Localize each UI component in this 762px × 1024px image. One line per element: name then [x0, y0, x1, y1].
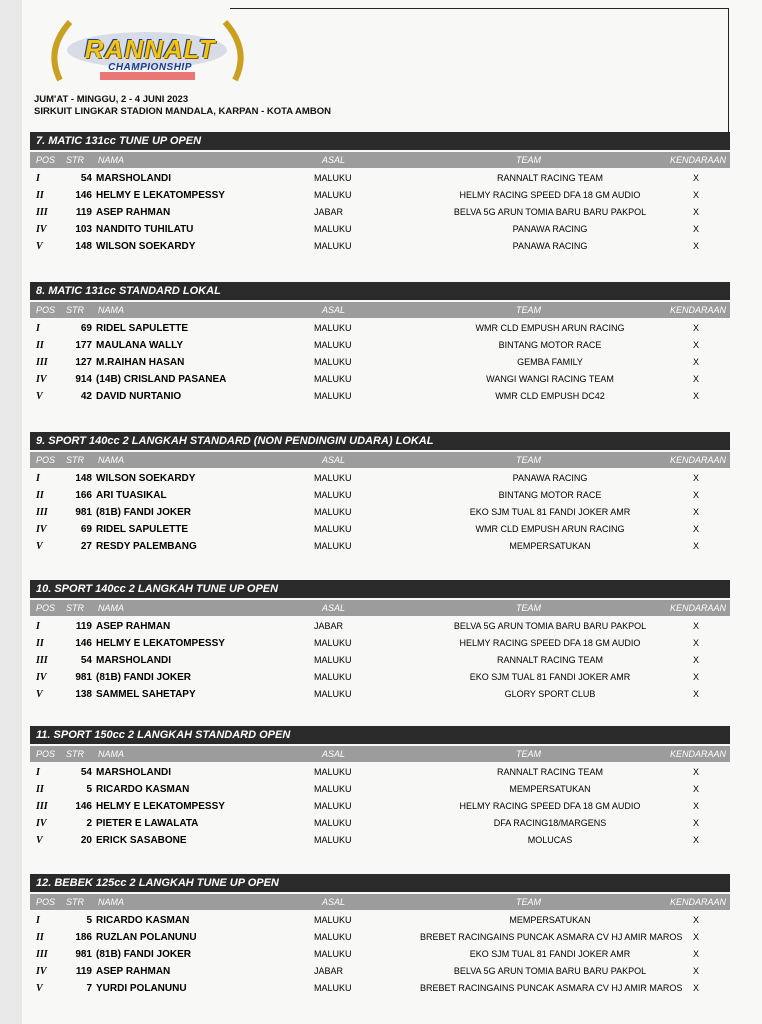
cell-team: MEMPERSATUKAN [509, 915, 591, 925]
table-row [30, 912, 730, 929]
cell-pos: V [36, 241, 43, 252]
cell-str: 186 [75, 932, 92, 943]
cell-nama: PIETER E LAWALATA [96, 818, 199, 829]
table-row [30, 980, 730, 997]
column-header-row [30, 302, 730, 318]
cell-str: 5 [86, 915, 92, 926]
cell-team: GLORY SPORT CLUB [504, 689, 596, 699]
cell-team: PANAWA RACING [512, 224, 588, 234]
cell-nama: RESDY PALEMBANG [96, 541, 197, 552]
cell-str: 54 [80, 767, 92, 778]
cell-team: RANNALT RACING TEAM [496, 655, 604, 665]
table-row [30, 221, 730, 238]
column-header-kendaraan: KENDARAAN [670, 603, 727, 613]
table-row [30, 320, 730, 337]
cell-kend: X [693, 507, 700, 517]
section-title: 8. MATIC 131cc STANDARD LOKAL [30, 282, 730, 300]
cell-asal: MALUKU [314, 473, 352, 483]
column-header-kendaraan: KENDARAAN [670, 155, 727, 165]
cell-team: BREBET RACINGAINS PUNCAK ASMARA CV HJ AMIR MAROS [420, 983, 683, 993]
cell-kend: X [693, 932, 700, 942]
cell-str: 177 [75, 340, 92, 351]
cell-kend: X [693, 524, 700, 534]
cell-kend: X [693, 915, 700, 925]
cell-asal: MALUKU [314, 224, 352, 234]
column-header-str: STR [66, 749, 84, 759]
cell-team: WANGI WANGI RACING TEAM [486, 374, 614, 384]
table-row [30, 669, 730, 686]
cell-str: 146 [75, 190, 92, 201]
cell-asal: MALUKU [314, 490, 352, 500]
cell-team: WMR CLD EMPUSH DC42 [495, 391, 605, 401]
cell-asal: MALUKU [314, 507, 352, 517]
cell-team: BELVA 5G ARUN TOMIA BARU BARU PAKPOL [453, 207, 647, 217]
table-row [30, 371, 730, 388]
column-header-pos: POS [36, 455, 56, 465]
cell-pos: IV [36, 818, 47, 829]
column-header-str: STR [66, 455, 84, 465]
cell-team: RANNALT RACING TEAM [496, 173, 604, 183]
table-row [30, 470, 730, 487]
cell-asal: MALUKU [314, 655, 352, 665]
cell-pos: V [36, 835, 43, 846]
cell-asal: MALUKU [314, 949, 352, 959]
table-row [30, 538, 730, 555]
cell-nama: HELMY E LEKATOMPESSY [96, 801, 225, 812]
cell-asal: MALUKU [314, 915, 352, 925]
cell-asal: MALUKU [314, 638, 352, 648]
table-row [30, 487, 730, 504]
cell-team: EKO SJM TUAL 81 FANDI JOKER AMR [469, 672, 631, 682]
cell-nama: MARSHOLANDI [96, 655, 171, 666]
cell-team: MEMPERSATUKAN [509, 541, 591, 551]
column-header-str: STR [66, 897, 84, 907]
table-row [30, 764, 730, 781]
cell-pos: IV [36, 374, 47, 385]
cell-str: 69 [80, 323, 92, 334]
cell-asal: MALUKU [314, 672, 352, 682]
cell-team: EKO SJM TUAL 81 FANDI JOKER AMR [469, 949, 631, 959]
cell-str: 127 [75, 357, 92, 368]
cell-pos: III [36, 949, 48, 960]
column-header-pos: POS [36, 749, 56, 759]
cell-asal: MALUKU [314, 524, 352, 534]
cell-pos: V [36, 983, 43, 994]
cell-pos: I [36, 621, 40, 632]
cell-kend: X [693, 672, 700, 682]
cell-str: 7 [86, 983, 92, 994]
section-title: 11. SPORT 150cc 2 LANGKAH STANDARD OPEN [30, 726, 730, 744]
cell-pos: III [36, 655, 48, 666]
table-row [30, 946, 730, 963]
cell-nama: DAVID NURTANIO [96, 391, 182, 402]
cell-team: PANAWA RACING [512, 473, 588, 483]
event-logo [40, 10, 255, 90]
column-header-team: TEAM [516, 155, 542, 165]
cell-kend: X [693, 357, 700, 367]
column-header-str: STR [66, 603, 84, 613]
section-title: 10. SPORT 140cc 2 LANGKAH TUNE UP OPEN [30, 580, 730, 598]
cell-nama: MAULANA WALLY [96, 340, 184, 351]
cell-kend: X [693, 541, 700, 551]
cell-nama: WILSON SOEKARDY [96, 241, 196, 252]
column-header-asal: ASAL [322, 603, 346, 613]
cell-asal: MALUKU [314, 357, 352, 367]
cell-kend: X [693, 689, 700, 699]
table-row [30, 204, 730, 221]
cell-nama: ASEP RAHMAN [96, 207, 171, 218]
table-row [30, 963, 730, 980]
table-row [30, 815, 730, 832]
cell-str: 138 [75, 689, 92, 700]
cell-pos: III [36, 207, 48, 218]
cell-asal: MALUKU [314, 323, 352, 333]
cell-str: 914 [75, 374, 92, 385]
cell-team: WMR CLD EMPUSH ARUN RACING [475, 524, 625, 534]
section-title: 12. BEBEK 125cc 2 LANGKAH TUNE UP OPEN [30, 874, 730, 892]
cell-team: BINTANG MOTOR RACE [498, 490, 602, 500]
cell-asal: JABAR [314, 966, 344, 976]
cell-pos: II [36, 784, 44, 795]
cell-nama: YURDI POLANUNU [96, 983, 187, 994]
cell-pos: IV [36, 672, 47, 683]
cell-kend: X [693, 473, 700, 483]
cell-kend: X [693, 490, 700, 500]
cell-str: 54 [80, 173, 92, 184]
cell-asal: MALUKU [314, 689, 352, 699]
cell-pos: I [36, 767, 40, 778]
cell-str: 148 [75, 473, 92, 484]
column-header-team: TEAM [516, 749, 542, 759]
column-header-row [30, 600, 730, 616]
table-row [30, 354, 730, 371]
cell-pos: V [36, 689, 43, 700]
cell-kend: X [693, 241, 700, 251]
column-header-nama: NAMA [98, 603, 125, 613]
cell-str: 981 [75, 507, 92, 518]
cell-nama: (81B) FANDI JOKER [96, 507, 192, 518]
cell-kend: X [693, 207, 700, 217]
cell-team: MEMPERSATUKAN [509, 784, 591, 794]
cell-kend: X [693, 983, 700, 993]
table-row [30, 504, 730, 521]
cell-team: BINTANG MOTOR RACE [498, 340, 602, 350]
cell-kend: X [693, 340, 700, 350]
table-row [30, 832, 730, 849]
column-header-nama: NAMA [98, 749, 125, 759]
cell-str: 54 [80, 655, 92, 666]
cell-pos: II [36, 638, 44, 649]
logo-subtitle: CHAMPIONSHIP [108, 62, 192, 73]
table-row [30, 388, 730, 405]
cell-team: HELMY RACING SPEED DFA 18 GM AUDIO [459, 190, 641, 200]
cell-str: 146 [75, 801, 92, 812]
cell-asal: MALUKU [314, 801, 352, 811]
column-header-row [30, 152, 730, 168]
event-venue: SIRKUIT LINGKAR STADION MANDALA, KARPAN - KOTA AMBON [34, 106, 331, 117]
cell-team: BELVA 5G ARUN TOMIA BARU BARU PAKPOL [453, 966, 647, 976]
cell-str: 103 [75, 224, 92, 235]
cell-kend: X [693, 784, 700, 794]
table-row [30, 781, 730, 798]
section-title: 9. SPORT 140cc 2 LANGKAH STANDARD (NON PENDINGIN UDARA) LOKAL [30, 432, 730, 450]
cell-team: GEMBA FAMILY [517, 357, 583, 367]
cell-nama: RICARDO KASMAN [96, 915, 190, 926]
cell-nama: MARSHOLANDI [96, 173, 171, 184]
cell-team: HELMY RACING SPEED DFA 18 GM AUDIO [459, 638, 641, 648]
cell-nama: SAMMEL SAHETAPY [96, 689, 196, 700]
cell-kend: X [693, 801, 700, 811]
cell-nama: RICARDO KASMAN [96, 784, 190, 795]
column-header-team: TEAM [516, 897, 542, 907]
document-header [30, 2, 728, 132]
column-header-pos: POS [36, 897, 56, 907]
column-header-row [30, 746, 730, 762]
column-header-team: TEAM [516, 455, 542, 465]
column-header-row [30, 894, 730, 910]
table-row [30, 187, 730, 204]
cell-kend: X [693, 655, 700, 665]
cell-nama: RIDEL SAPULETTE [96, 323, 189, 334]
cell-asal: MALUKU [314, 767, 352, 777]
cell-str: 119 [75, 207, 92, 218]
column-header-kendaraan: KENDARAAN [670, 305, 727, 315]
cell-team: BELVA 5G ARUN TOMIA BARU BARU PAKPOL [453, 621, 647, 631]
table-row [30, 337, 730, 354]
cell-pos: III [36, 801, 48, 812]
column-header-str: STR [66, 305, 84, 315]
table-row [30, 929, 730, 946]
cell-kend: X [693, 949, 700, 959]
cell-pos: IV [36, 524, 47, 535]
column-header-kendaraan: KENDARAAN [670, 897, 727, 907]
cell-team: DFA RACING18/MARGENS [493, 818, 607, 828]
cell-kend: X [693, 190, 700, 200]
cell-nama: ARI TUASIKAL [96, 490, 167, 501]
cell-pos: IV [36, 224, 47, 235]
cell-asal: MALUKU [314, 190, 352, 200]
section-title: 7. MATIC 131cc TUNE UP OPEN [30, 132, 730, 150]
column-header-str: STR [66, 155, 84, 165]
column-header-team: TEAM [516, 603, 542, 613]
cell-str: 981 [75, 949, 92, 960]
cell-str: 2 [86, 818, 92, 829]
cell-kend: X [693, 818, 700, 828]
column-header-nama: NAMA [98, 455, 125, 465]
cell-nama: RIDEL SAPULETTE [96, 524, 189, 535]
column-header-asal: ASAL [322, 155, 346, 165]
cell-pos: I [36, 323, 40, 334]
table-row [30, 521, 730, 538]
cell-pos: V [36, 391, 43, 402]
cell-pos: III [36, 507, 48, 518]
cell-asal: MALUKU [314, 340, 352, 350]
column-header-nama: NAMA [98, 155, 125, 165]
cell-asal: MALUKU [314, 784, 352, 794]
column-header-nama: NAMA [98, 305, 125, 315]
column-header-asal: ASAL [322, 897, 346, 907]
cell-kend: X [693, 966, 700, 976]
cell-nama: ERICK SASABONE [96, 835, 187, 846]
cell-nama: WILSON SOEKARDY [96, 473, 196, 484]
cell-team: WMR CLD EMPUSH ARUN RACING [475, 323, 625, 333]
cell-asal: MALUKU [314, 391, 352, 401]
logo-title: RANNALT [84, 34, 216, 64]
cell-pos: II [36, 340, 44, 351]
cell-nama: HELMY E LEKATOMPESSY [96, 190, 225, 201]
event-dates: JUM'AT - MINGGU, 2 - 4 JUNI 2023 [34, 94, 189, 105]
cell-nama: (81B) FANDI JOKER [96, 949, 192, 960]
cell-asal: MALUKU [314, 983, 352, 993]
table-row [30, 635, 730, 652]
cell-asal: JABAR [314, 207, 344, 217]
cell-kend: X [693, 374, 700, 384]
cell-kend: X [693, 173, 700, 183]
cell-str: 69 [80, 524, 92, 535]
column-header-kendaraan: KENDARAAN [670, 455, 727, 465]
column-header-asal: ASAL [322, 749, 346, 759]
table-row [30, 686, 730, 703]
cell-team: RANNALT RACING TEAM [496, 767, 604, 777]
cell-pos: I [36, 915, 40, 926]
cell-pos: II [36, 932, 44, 943]
cell-team: BREBET RACINGAINS PUNCAK ASMARA CV HJ AMIR MAROS [420, 932, 683, 942]
cell-nama: RUZLAN POLANUNU [96, 932, 197, 943]
column-header-pos: POS [36, 305, 56, 315]
cell-team: EKO SJM TUAL 81 FANDI JOKER AMR [469, 507, 631, 517]
column-header-team: TEAM [516, 305, 542, 315]
cell-pos: I [36, 173, 40, 184]
table-row [30, 652, 730, 669]
cell-nama: M.RAIHAN HASAN [96, 357, 185, 368]
cell-str: 981 [75, 672, 92, 683]
column-header-asal: ASAL [322, 305, 346, 315]
table-row [30, 618, 730, 635]
cell-kend: X [693, 323, 700, 333]
column-header-nama: NAMA [98, 897, 125, 907]
cell-pos: III [36, 357, 48, 368]
column-header-pos: POS [36, 603, 56, 613]
cell-str: 146 [75, 638, 92, 649]
column-header-asal: ASAL [322, 455, 346, 465]
cell-kend: X [693, 638, 700, 648]
cell-pos: I [36, 473, 40, 484]
cell-str: 42 [80, 391, 92, 402]
cell-pos: II [36, 490, 44, 501]
cell-str: 166 [75, 490, 92, 501]
cell-nama: MARSHOLANDI [96, 767, 171, 778]
cell-asal: MALUKU [314, 818, 352, 828]
column-header-row [30, 452, 730, 468]
cell-str: 148 [75, 241, 92, 252]
column-header-kendaraan: KENDARAAN [670, 749, 727, 759]
cell-str: 119 [75, 621, 92, 632]
cell-pos: V [36, 541, 43, 552]
column-header-pos: POS [36, 155, 56, 165]
cell-asal: MALUKU [314, 241, 352, 251]
cell-kend: X [693, 224, 700, 234]
cell-pos: IV [36, 966, 47, 977]
cell-pos: II [36, 190, 44, 201]
cell-asal: MALUKU [314, 374, 352, 384]
table-row [30, 170, 730, 187]
cell-nama: (14B) CRISLAND PASANEA [96, 374, 227, 385]
cell-nama: HELMY E LEKATOMPESSY [96, 638, 225, 649]
cell-str: 20 [80, 835, 92, 846]
cell-asal: MALUKU [314, 835, 352, 845]
cell-team: MOLUCAS [527, 835, 573, 845]
cell-nama: ASEP RAHMAN [96, 621, 171, 632]
table-row [30, 798, 730, 815]
cell-kend: X [693, 767, 700, 777]
cell-team: PANAWA RACING [512, 241, 588, 251]
cell-kend: X [693, 391, 700, 401]
cell-nama: ASEP RAHMAN [96, 966, 171, 977]
cell-nama: NANDITO TUHILATU [96, 224, 194, 235]
cell-asal: MALUKU [314, 541, 352, 551]
cell-kend: X [693, 835, 700, 845]
cell-str: 119 [75, 966, 92, 977]
cell-asal: MALUKU [314, 173, 352, 183]
cell-asal: JABAR [314, 621, 344, 631]
cell-nama: (81B) FANDI JOKER [96, 672, 192, 683]
cell-kend: X [693, 621, 700, 631]
cell-team: HELMY RACING SPEED DFA 18 GM AUDIO [459, 801, 641, 811]
cell-str: 27 [80, 541, 92, 552]
cell-asal: MALUKU [314, 932, 352, 942]
cell-str: 5 [86, 784, 92, 795]
table-row [30, 238, 730, 255]
